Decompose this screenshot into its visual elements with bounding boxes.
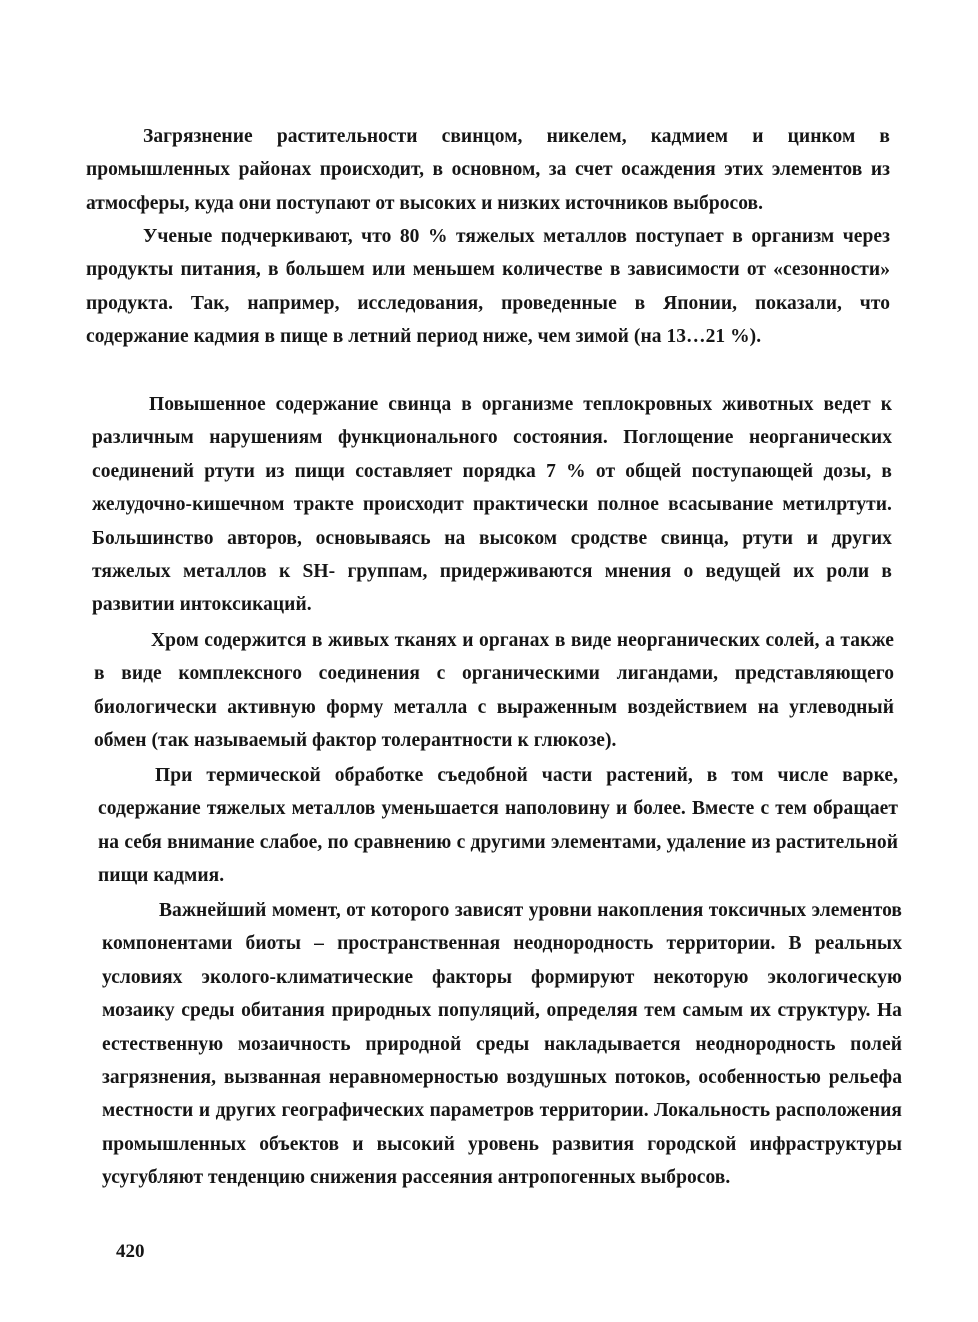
paragraph-1: Загрязнение растительности свинцом, никелем, кадмием и цинком в промышленных районах происходит, в основном, за счет осаждения этих элементов из атмосферы, куда они поступают от высоких и низких источников выбросов. bbox=[86, 126, 890, 214]
page-number: 420 bbox=[116, 1241, 145, 1262]
paragraph-4: Хром содержится в живых тканях и органах в виде неорганических солей, а также в виде комплексного соединения с органическими лигандами, представляющего биологически активную форму металла с выраженным воздействием на углеводный обмен (так называемый фактор толерантности к глюкозе). bbox=[94, 630, 894, 752]
paragraph-3: Повышенное содержание свинца в организме теплокровных животных ведет к различным нарушениям функционального состояния. Поглощение неорганических соединений ртути из пищи составляет порядка 7 % от общей поступающей дозы, в желудочно-кишечном тракте происходит практически полное всасывание метилртути. Большинство авторов, основываясь на высоком сродстве свинца, ртути и других тяжелых металлов к SH- группам, придерживаются мнения о ведущей их роли в развитии интоксикаций. bbox=[92, 394, 892, 616]
paragraph-5: При термической обработке съедобной части растений, в том числе варке, содержание тяжелых металлов уменьшается наполовину и более. Вместе с тем обращает на себя внимание слабое, по сравнению с другими элементами, удаление из растительной пищи кадмия. bbox=[98, 765, 898, 887]
paragraph-6: Важнейший момент, от которого зависят уровни накопления токсичных элементов компонентами биоты – пространственная неоднородность территории. В реальных условиях эколого-климатические факторы формируют некоторую экологическую мозаику среды обитания природных популяций, определяя тем самым их структуру. На естественную мозаичность природной среды накладывается неоднородность полей загрязнения, вызванная неравномерностью воздушных потоков, особенностью рельефа местности и других географических параметров территории. Локальность расположения промышленных объектов и высокий уровень развития городской инфраструктуры усугубляют тенденцию снижения рассеяния антропогенных выбросов. bbox=[102, 900, 902, 1189]
paragraph-2: Ученые подчеркивают, что 80 % тяжелых металлов поступает в организм через продукты питания, в большем или меньшем количестве в зависимости от «сезонности» продукта. Так, например, исследования, проведенные в Японии, показали, что содержание кадмия в пище в летний период ниже, чем зимой (на 13…21 %). bbox=[86, 226, 890, 348]
